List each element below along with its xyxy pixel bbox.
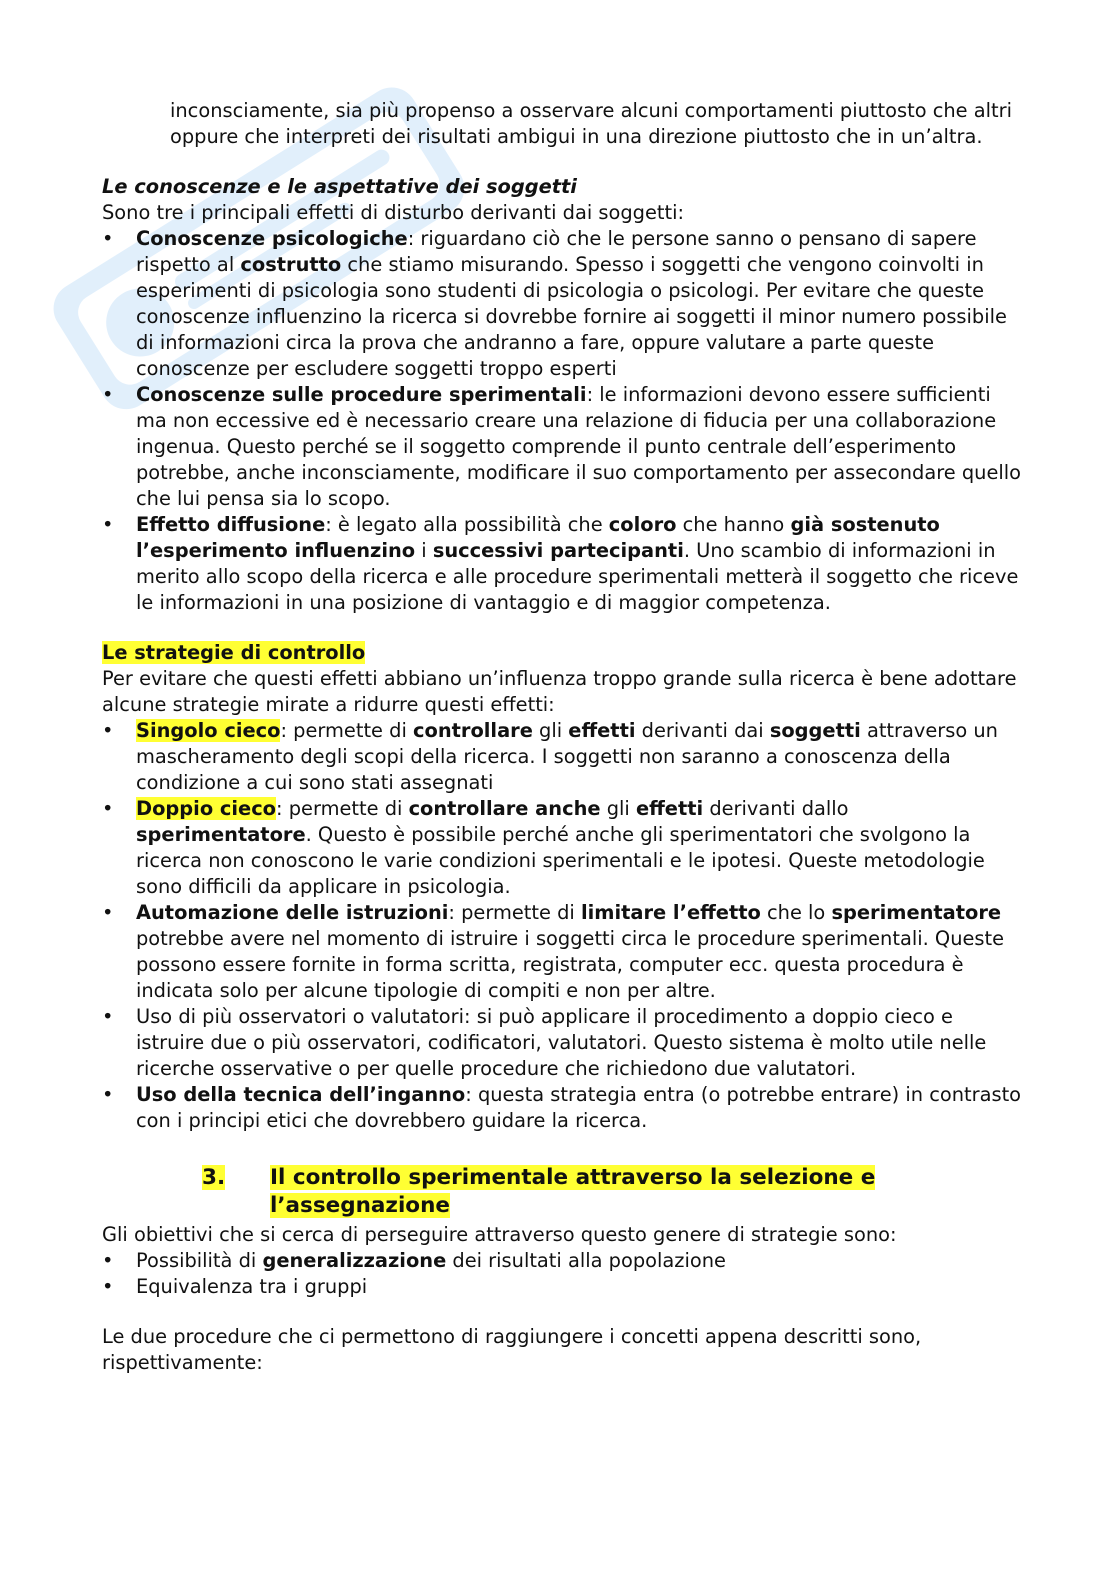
heading-strategie: Le strategie di controllo — [102, 641, 366, 664]
section-3-title: Il controllo sperimentale attraverso la selezione e l’assegnazione — [270, 1165, 876, 1218]
lead-section-3: Gli obiettivi che si cerca di perseguire attraverso questo genere di strategie sono: — [102, 1223, 897, 1246]
list-soggetti — [102, 226, 1022, 616]
document-page — [102, 98, 1022, 1376]
list-strategie — [102, 718, 1022, 1134]
list-item: • Possibilità di generalizzazione dei risultati alla popolazione — [102, 1248, 1022, 1274]
list-item: • Singolo cieco: permette di controllare gli effetti derivanti dai soggetti attraverso un mascheramento degli scopi della ricerca. I soggetti non saranno a conoscenza della condizione a cui sono stati assegnati — [102, 718, 1022, 796]
list-item: • Doppio cieco: permette di controllare anche gli effetti derivanti dallo sperimentatore. Questo è possibile perché anche gli sperimentatori che svolgono la ricerca non conoscono le varie condizioni sperimentali e le ipotesi. Queste metodologie sono difficili da applicare in psicologia. — [102, 796, 1022, 900]
list-item: • Uso di più osservatori o valutatori: si può applicare il procedimento a doppio cieco e istruire due o più osservatori, codificatori, valutatori. Questo sistema è molto utile nelle ricerche osservative o per quelle procedure che richiedono due valutatori. — [102, 1004, 1022, 1082]
lead-strategie: Per evitare che questi effetti abbiano un’influenza troppo grande sulla ricerca è bene adottare alcune strategie mirate a ridurre questi effetti: — [102, 667, 1017, 716]
list-item: • Automazione delle istruzioni: permette di limitare l’effetto che lo sperimentatore potrebbe avere nel momento di istruire i soggetti circa le procedure sperimentali. Queste possono essere fornite in forma scritta, registrata, computer ecc. questa procedura è indicata solo per alcune tipologie di compiti e non per altre. — [102, 900, 1022, 1004]
list-item: • Uso della tecnica dell’inganno: questa strategia entra (o potrebbe entrare) in contrasto con i principi etici che dovrebbero guidare la ricerca. — [102, 1082, 1022, 1134]
closing-paragraph: Le due procedure che ci permettono di raggiungere i concetti appena descritti sono, rispettivamente: — [102, 1325, 922, 1374]
list-item: • Conoscenze sulle procedure sperimentali: le informazioni devono essere sufficienti ma non eccessive ed è necessario creare una relazione di fiducia per una collaborazione ingenua. Questo perché se il soggetto comprende il punto centrale dell’esperimento potrebbe, anche inconsciamente, modificare il suo comportamento per assecondare quello che lui pensa sia lo scopo. — [102, 382, 1022, 512]
section-3-heading — [102, 1164, 1022, 1220]
heading-soggetti: Le conoscenze e le aspettative dei soggetti — [102, 175, 577, 198]
list-item: • Effetto diffusione: è legato alla possibilità che coloro che hanno già sostenuto l’esperimento influenzino i successivi partecipanti. Uno scambio di informazioni in merito allo scopo della ricerca e alle procedure sperimentali metterà il soggetto che riceve le informazioni in una posizione di vantaggio e di maggior competenza. — [102, 512, 1022, 616]
section-3-number: 3. — [202, 1165, 226, 1190]
list-item: • Equivalenza tra i gruppi — [102, 1274, 1022, 1300]
intro-paragraph: inconsciamente, sia più propenso a osservare alcuni comportamenti piuttosto che altri oppure che interpreti dei risultati ambigui in una direzione piuttosto che in un’altra. — [170, 99, 1012, 148]
list-item: • Conoscenze psicologiche: riguardano ciò che le persone sanno o pensano di sapere rispetto al costrutto che stiamo misurando. Spesso i soggetti che vengono coinvolti in esperimenti di psicologia sono studenti di psicologia o psicologi. Per evitare che queste conoscenze influenzino la ricerca si dovrebbe fornire ai soggetti il minor numero possibile di informazioni circa la prova che andranno a fare, oppure valutare a parte queste conoscenze per escludere soggetti troppo esperti — [102, 226, 1022, 382]
lead-soggetti: Sono tre i principali effetti di disturbo derivanti dai soggetti: — [102, 201, 685, 224]
list-section-3 — [102, 1248, 1022, 1300]
